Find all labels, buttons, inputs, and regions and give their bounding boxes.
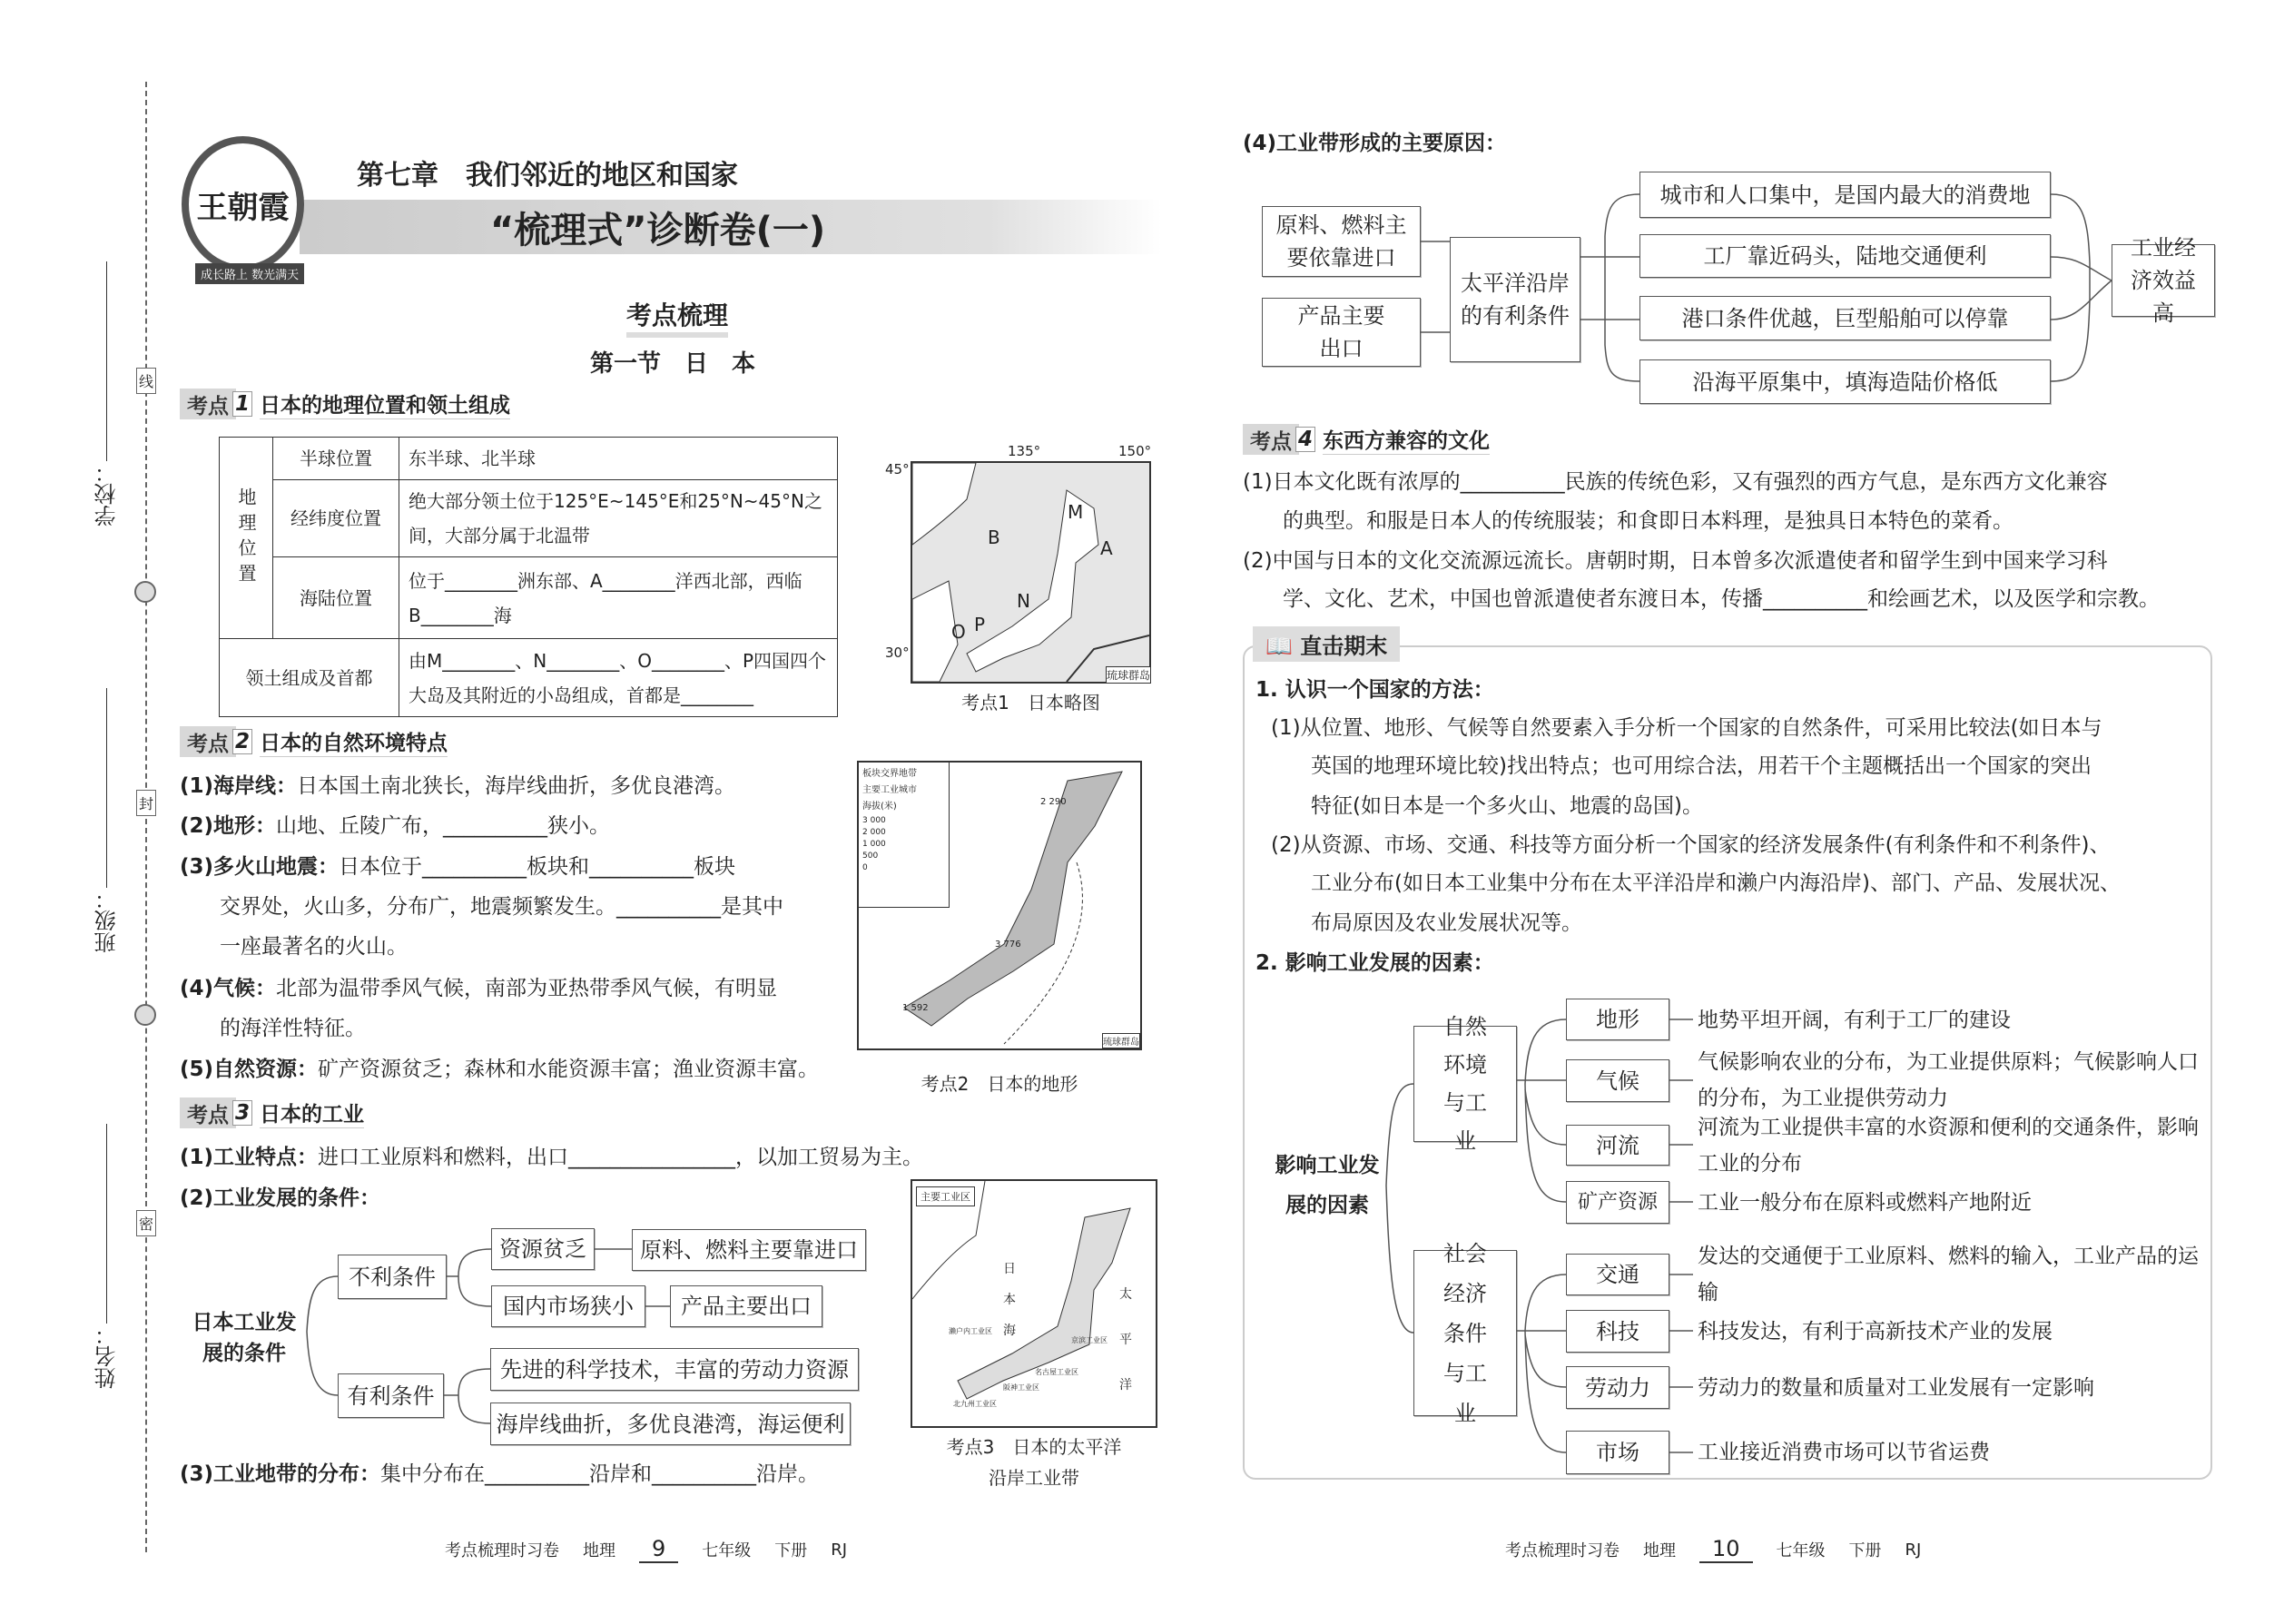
legend-city: 主要工业城市: [862, 785, 917, 795]
peak-3: 1 592: [902, 1003, 929, 1013]
final-p1: 英国的地理环境比较)找出特点；也可用综合法，用若干个主题概括出一个国家的突出: [1311, 754, 2092, 778]
node-reason-1: 城市和人口集中，是国内最大的消费地: [1639, 172, 2051, 218]
page-number: 10: [1699, 1536, 1753, 1563]
footer-grade: 七年级: [702, 1541, 752, 1560]
item-4-heading: (4)工业带形成的主要原因：: [1243, 132, 1507, 155]
kd3-item-2: (2)工业发展的条件：: [180, 1186, 381, 1210]
name-label: 姓名：: [94, 1324, 120, 1389]
connector: [1580, 194, 1639, 381]
final-p2: 工业分布(如日本工业集中分布在太平洋沿岸和濑户内海沿岸)、部门、产品、发展状况、: [1311, 871, 2121, 895]
kaodian-tag: 考点: [1243, 424, 1299, 455]
factor-desc: 科技发达，有利于高新技术产业的发展: [1698, 1320, 2053, 1343]
factor-minerals: 矿产资源: [1566, 1181, 1669, 1224]
item-heading: (5)自然资源：: [180, 1058, 319, 1081]
footer-subject: 地理: [583, 1541, 615, 1560]
map-label-a: A: [1100, 537, 1113, 559]
node-raw-import: 原料、燃料主要依靠进口: [1262, 206, 1421, 277]
node-coastline: 海岸线曲折，多优良港湾，海运便利: [490, 1403, 851, 1445]
ocean-char: 平: [1119, 1333, 1132, 1347]
map-label-o: O: [951, 621, 966, 643]
elev-3000: 3 000: [862, 816, 886, 825]
row-header: 领土组成及首都: [220, 639, 399, 717]
footer-volume: 下册: [774, 1541, 808, 1560]
lat-30: 30°: [885, 645, 910, 661]
map-label-p: P: [974, 614, 986, 635]
item-text: 山地、丘陵广布，__________狭小。: [276, 814, 611, 838]
row-header: 半球位置: [273, 438, 399, 480]
school-field[interactable]: [91, 254, 123, 527]
item-heading: (1)海岸线：: [180, 774, 298, 798]
margin-secret-label: 密: [136, 1210, 156, 1236]
kaodian-tag: 考点: [180, 1097, 236, 1128]
footer-volume: 下册: [1848, 1541, 1882, 1560]
node-export: 产品主要出口: [670, 1285, 822, 1327]
kaodian-label: 东西方兼容的文化: [1323, 424, 1490, 455]
factor-terrain: 地形: [1566, 999, 1669, 1040]
footer-grade: 七年级: [1776, 1541, 1826, 1560]
node-small-market: 国内市场狭小: [491, 1285, 645, 1327]
kd2-item: [180, 806, 610, 846]
factors-root: 影响工业发展的因素: [1275, 1154, 1380, 1217]
sea-label: [1003, 1254, 1018, 1346]
lon-150: 150°: [1118, 443, 1152, 459]
factor-climate: 气候: [1566, 1059, 1669, 1102]
factor-desc: 劳动力的数量和质量对工业发展有一定影响: [1698, 1376, 2094, 1400]
inset-label: 琉球群岛: [1106, 666, 1151, 684]
page-number: 9: [639, 1536, 678, 1563]
map-caption: 沿岸工业带: [989, 1467, 1079, 1489]
class-field[interactable]: [91, 681, 123, 953]
class-label: 班级：: [94, 888, 120, 953]
factor-desc: 地势平坦开阔，有利于工厂的建设: [1698, 1009, 2011, 1032]
japan-terrain-map: [857, 761, 1142, 1050]
japan-outline: [912, 463, 1149, 682]
footer-series: 考点梳理时习卷: [1505, 1541, 1620, 1560]
brand-slogan-1: 成长路上: [201, 269, 249, 282]
zone-label: 北九州工业区: [953, 1400, 997, 1408]
sea-char: 海: [1003, 1324, 1016, 1338]
node-reason-4: 沿海平原集中，填海造陆价格低: [1639, 359, 2051, 404]
kd4-line: 的典型。和服是日本人的传统服装；和食即日本料理，是独具日本特色的菜肴。: [1283, 509, 2013, 533]
node-reason-2: 工厂靠近码头，陆地交通便利: [1639, 234, 2051, 278]
factor-desc: 工业一般分布在原料或燃料产地附近: [1698, 1191, 2032, 1215]
brand-logo: [182, 136, 304, 272]
kaodian-3-heading: [180, 1097, 364, 1128]
binding-hole-icon: [134, 581, 156, 603]
group-header: 地理位置: [220, 438, 273, 639]
kaodian-label: 日本的工业: [260, 1097, 364, 1128]
japan-sketch-map: [911, 461, 1151, 684]
kd3-item-3: [180, 1454, 819, 1494]
factor-desc: 河流为工业提供丰富的水资源和便利的交通条件，影响工业的分布: [1698, 1116, 2199, 1176]
kaodian-2-heading: [180, 726, 448, 757]
map-label-b: B: [988, 527, 1000, 548]
map-label-n: N: [1017, 590, 1030, 612]
legend-elev: 海拔(米): [862, 802, 897, 812]
row-value: 东半球、北半球: [399, 438, 838, 480]
industrial-belt-map: [911, 1179, 1157, 1428]
item-text: 日本国土南北狭长，海岸线曲折，多优良港湾。: [297, 774, 736, 798]
binding-hole-icon: [134, 1004, 156, 1026]
ocean-label: [1119, 1272, 1134, 1408]
footer-edition: RJ: [1905, 1540, 1922, 1560]
kd2-item: [180, 969, 777, 1009]
kaodian-1-heading: [180, 389, 510, 419]
connector: [444, 1369, 490, 1423]
section-subtitle: 第一节 日 本: [590, 350, 756, 378]
kaodian-label: 日本的自然环境特点: [260, 726, 448, 757]
kd2-item-cont: 一座最著名的火山。: [220, 935, 408, 959]
kaodian-number: 1: [232, 391, 252, 417]
lat-45: 45°: [885, 461, 910, 477]
factor-market: 市场: [1566, 1431, 1669, 1474]
node-good-conditions: 有利条件: [338, 1373, 444, 1418]
factor-labor: 劳动力: [1566, 1366, 1669, 1409]
kd4-line: (1)日本文化既有浓厚的__________民族的传统色彩，又有强烈的西方气息，是东西方文化兼容: [1243, 470, 2108, 494]
table-row: [220, 438, 838, 480]
item-heading: (3)多火山地震：: [180, 855, 340, 879]
final-heading-1: 1. 认识一个国家的方法：: [1255, 678, 1494, 702]
zone-label: 濑户内工业区: [949, 1327, 992, 1335]
table-row: [220, 480, 838, 557]
item-heading: (2)地形：: [180, 814, 277, 838]
kd4-line: 学、文化、艺术，中国也曾派遣使者东渡日本，传播__________和绘画艺术，以及医学和宗教。: [1283, 587, 2160, 611]
factor-desc: 气候影响农业的分布，为工业提供原料；气候影响人口的分布，为工业提供劳动力: [1698, 1050, 2199, 1110]
kd2-item: [180, 847, 735, 887]
item-text: 集中分布在__________沿岸和__________沿岸。: [380, 1462, 820, 1486]
final-p1: (1)从位置、地形、气候等自然要素入手分析一个国家的自然条件，可采用比较法(如日本与: [1271, 716, 2102, 740]
connector: [447, 1249, 491, 1306]
book-icon: 📖: [1265, 634, 1301, 659]
legend-box: [859, 763, 950, 908]
item-heading: (3)工业地带的分布：: [180, 1462, 381, 1486]
row-value: 位于________洲东部、A________洋西北部，西临B________海: [399, 557, 838, 639]
row-header: 经纬度位置: [273, 480, 399, 557]
item-text: 北部为温带季风气候，南部为亚热带季风气候，有明显: [276, 977, 778, 1000]
node-natural: 自然环境与工业: [1413, 1026, 1517, 1142]
final-p2: (2)从资源、市场、交通、科技等方面分析一个国家的经济发展条件(有利条件和不利条件)、: [1271, 833, 2111, 857]
margin-seal-label: 封: [136, 790, 156, 816]
node-reason-3: 港口条件优越，巨型船舶可以停靠: [1639, 296, 2051, 340]
kaodian-tag: 考点: [180, 389, 236, 419]
elev-scale: [862, 815, 945, 874]
kaodian-label: 日本的地理位置和领土组成: [260, 389, 510, 419]
final-review-title: 直击期末: [1300, 634, 1388, 659]
map-caption: 考点3 日本的太平洋: [946, 1436, 1122, 1458]
final-review-tab: [1253, 626, 1400, 662]
brand-slogan-2: 数光满天: [251, 269, 300, 282]
map-label-m: M: [1068, 501, 1084, 523]
kd2-item-cont: 交界处，火山多，分布广，地震频繁发生。__________是其中: [220, 895, 783, 919]
item-text: 进口工业原料和燃料，出口________________，以加工贸易为主。: [318, 1146, 924, 1169]
connector: [1421, 241, 1450, 332]
item-heading: (1)工业特点：: [180, 1146, 319, 1169]
node-high-efficiency: 工业经济效益高: [2112, 244, 2215, 317]
factor-desc: 工业接近消费市场可以节省运费: [1698, 1441, 1990, 1464]
kd2-item-cont: 的海洋性特征。: [220, 1017, 366, 1040]
brand-name: 王朝霞: [196, 189, 290, 226]
footer-edition: RJ: [831, 1540, 848, 1560]
ocean-char: 太: [1119, 1287, 1132, 1302]
node-product-export: 产品主要出口: [1262, 298, 1421, 367]
item-text: 矿产资源贫乏；森林和水能资源丰富；渔业资源丰富。: [318, 1058, 820, 1081]
kaodian-number: 3: [232, 1100, 252, 1126]
brand-slogan: [195, 263, 304, 284]
factor-river: 河流: [1566, 1125, 1669, 1166]
kaodian-number: 2: [232, 729, 252, 754]
footer-left: [445, 1536, 847, 1563]
zone-label: 京滨工业区: [1071, 1336, 1108, 1344]
node-pacific-advantages: 太平洋沿岸的有利条件: [1450, 237, 1580, 362]
kaodian-number: 4: [1295, 427, 1315, 452]
node-import: 原料、燃料主要靠进口: [632, 1229, 866, 1271]
ocean-char: 洋: [1119, 1378, 1132, 1393]
diagram-root: 日本工业发展的条件: [192, 1311, 297, 1365]
factor-tech: 科技: [1566, 1310, 1669, 1353]
elev-0: 0: [862, 863, 868, 872]
sea-char: 本: [1003, 1293, 1016, 1307]
footer-series: 考点梳理时习卷: [445, 1541, 559, 1560]
lon-135: 135°: [1008, 443, 1041, 459]
footer-right: [1505, 1536, 1921, 1563]
footer-subject: 地理: [1643, 1541, 1676, 1560]
node-resource-poor: 资源贫乏: [491, 1228, 595, 1270]
item-heading: (4)气候：: [180, 977, 277, 1000]
table-row: [220, 639, 838, 717]
binding-line: [145, 82, 147, 1552]
map-caption: 考点1 日本略图: [961, 692, 1100, 714]
sea-char: 日: [1003, 1262, 1016, 1276]
final-p2: 布局原因及农业发展状况等。: [1311, 911, 1582, 935]
peak-1: 2 290: [1040, 797, 1067, 807]
kd3-item-1: [180, 1137, 923, 1177]
node-bad-conditions: 不利条件: [338, 1255, 447, 1299]
elev-500: 500: [862, 851, 879, 861]
legend-industry-zone: 主要工业区: [916, 1186, 975, 1206]
map-caption: 考点2 日本的地形: [921, 1073, 1078, 1095]
final-heading-2: 2. 影响工业发展的因素：: [1255, 951, 1494, 975]
peak-2: 3 776: [995, 940, 1021, 950]
margin-line-label: 线: [136, 368, 156, 394]
item-text: 日本位于__________板块和__________板块: [339, 855, 736, 879]
node-social: 社会经济条件与工业: [1413, 1250, 1517, 1416]
name-field[interactable]: [91, 1117, 123, 1389]
connector: [307, 1276, 338, 1395]
page-title: “梳理式”诊断卷(一): [490, 210, 826, 251]
row-value: 由M________、N________、O________、P四国四个大岛及其附近的小岛组成，首都是________: [399, 639, 838, 717]
elev-2000: 2 000: [862, 828, 886, 837]
row-value: 绝大部分领土位于125°E~145°E和25°N~45°N之间，大部分属于北温带: [399, 480, 838, 557]
geo-position-table: [219, 437, 838, 717]
kaodian-4-heading: [1243, 424, 1490, 455]
connector: [2051, 194, 2112, 381]
table-row: [220, 557, 838, 639]
legend-plate: 板块交界地带: [862, 769, 917, 779]
school-label: 学校：: [94, 461, 120, 527]
zone-label: 名古屋工业区: [1035, 1368, 1078, 1376]
kaodian-tag: 考点: [180, 726, 236, 757]
elev-1000: 1 000: [862, 840, 886, 849]
final-p1: 特征(如日本是一个多火山、地震的岛国)。: [1311, 794, 1703, 818]
section-title: 考点梳理: [626, 296, 728, 338]
kd4-line: (2)中国与日本的文化交流源远流长。唐朝时期，日本曾多次派遣使者和留学生到中国来学习科: [1243, 549, 2108, 573]
zone-label: 阪神工业区: [1003, 1383, 1039, 1392]
chapter-title: 第七章 我们邻近的地区和国家: [357, 160, 738, 192]
inset-label: 琉球群岛: [1102, 1033, 1140, 1048]
row-header: 海陆位置: [273, 557, 399, 639]
kd2-item: [180, 766, 735, 806]
factor-desc: 发达的交通便于工业原料、燃料的输入，工业产品的运输: [1698, 1245, 2199, 1304]
factor-transport: 交通: [1566, 1254, 1669, 1295]
node-technology: 先进的科学技术，丰富的劳动力资源: [490, 1348, 859, 1391]
kd2-item: [180, 1049, 819, 1089]
